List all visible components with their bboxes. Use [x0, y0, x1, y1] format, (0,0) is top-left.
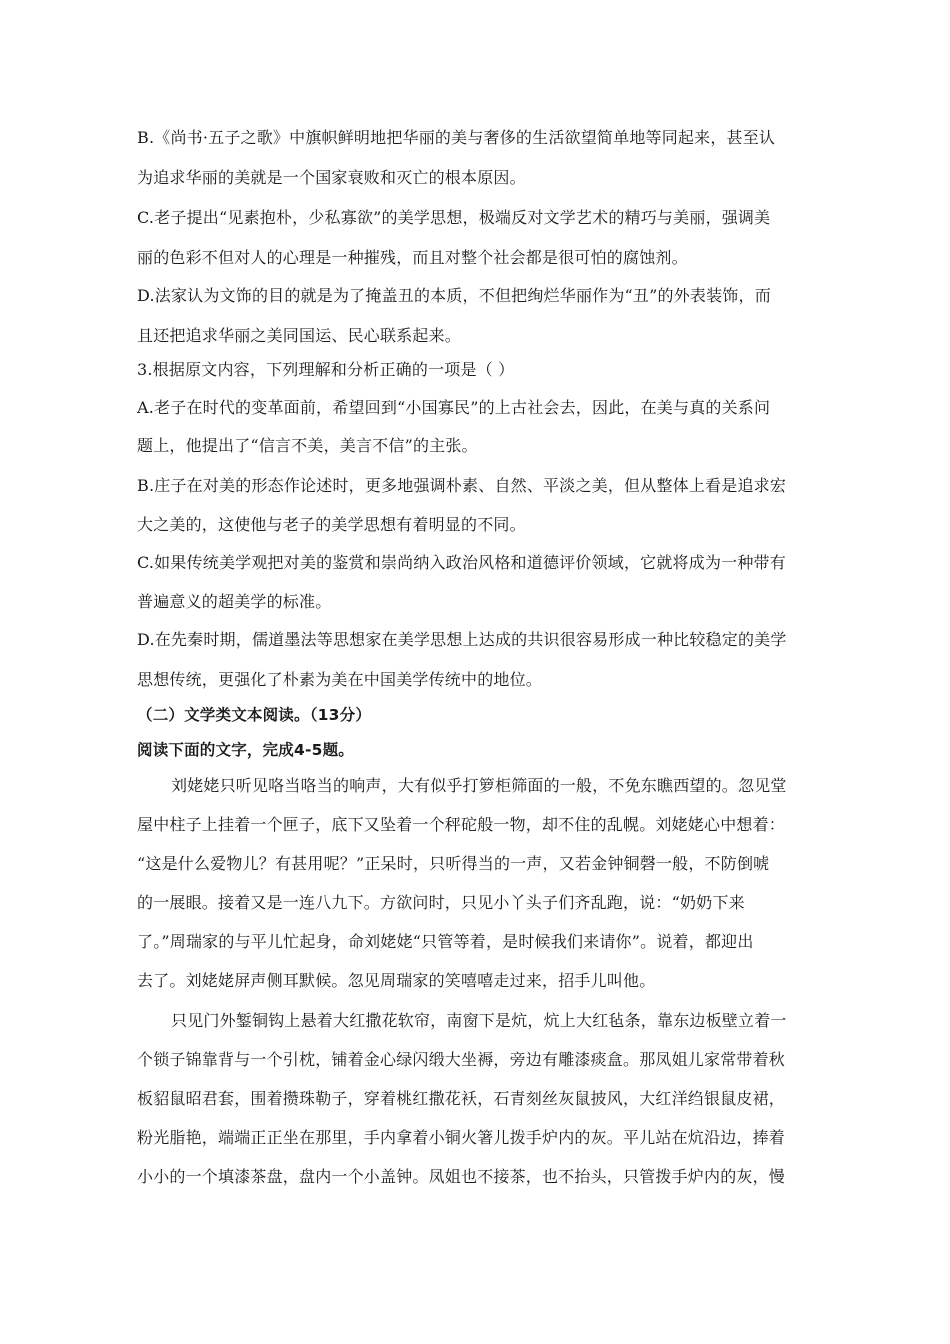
text-line: D.法家认为文饰的目的就是为了掩盖丑的本质，不但把绚烂华丽作为“丑”的外表装饰，而: [137, 286, 771, 305]
paragraph-line: 屋中柱子上挂着一个匣子，底下又坠着一个秤砣般一物，却不住的乱幌。刘姥姥心中想着：: [137, 815, 786, 834]
text-line: C.老子提出“见素抱朴，少私寡欲”的美学思想，极端反对文学艺术的精巧与美丽，强调美: [137, 208, 771, 227]
text-line: 为追求华丽的美就是一个国家衰败和灭亡的根本原因。: [137, 168, 526, 187]
text-line: B.《尚书·五子之歌》中旗帜鲜明地把华丽的美与奢侈的生活欲望简单地等同起来，甚至认: [137, 128, 776, 147]
instruction-heading: 阅读下面的文字，完成4-5题。: [137, 741, 355, 759]
text-line: 思想传统，更强化了朴素为美在中国美学传统中的地位。: [137, 670, 543, 689]
paragraph-line: 粉光脂艳，端端正正坐在那里，手内拿着小铜火箸儿拨手炉内的灰。平儿站在炕沿边，捧着: [137, 1128, 786, 1147]
section-heading: （二）文学类文本阅读。（13分）: [137, 706, 372, 724]
paragraph-line: 刘姥姥只听见咯当咯当的响声，大有似乎打箩柜筛面的一般，不免东瞧西望的。忽见堂: [171, 776, 787, 795]
paragraph-line: 小小的一个填漆茶盘，盘内一个小盖钟。凤姐也不接茶，也不抬头，只管拨手炉内的灰，慢: [137, 1167, 786, 1186]
text-line: 题上，他提出了“信言不美，美言不信”的主张。: [137, 436, 478, 455]
paragraph-line: 个锁子锦靠背与一个引枕，铺着金心绿闪缎大坐褥，旁边有雕漆痰盒。那凤姐儿家常带着秋: [137, 1050, 786, 1069]
text-line: 丽的色彩不但对人的心理是一种摧残，而且对整个社会都是很可怕的腐蚀剂。: [137, 248, 688, 267]
paragraph-line: 了。”周瑞家的与平儿忙起身，命刘姥姥“只管等着，是时候我们来请你”。说着，都迎出: [137, 932, 754, 951]
paragraph-line: “这是什么爱物儿？有甚用呢？”正呆时，只听得当的一声，又若金钟铜磬一般，不防倒唬: [137, 854, 770, 873]
paragraph-line: 只见门外錾铜钩上悬着大红撒花软帘，南窗下是炕，炕上大红毡条，靠东边板壁立着一: [171, 1011, 787, 1030]
paragraph-line: 去了。刘姥姥屏声侧耳默候。忽见周瑞家的笑嘻嘻走过来，招手儿叫他。: [137, 971, 656, 990]
paragraph-line: 板貂鼠昭君套，围着攒珠勒子，穿着桃红撒花袄，石青刻丝灰鼠披风，大红洋绉银鼠皮裙，: [137, 1089, 786, 1108]
text-line: 普遍意义的超美学的标准。: [137, 592, 332, 611]
text-line: 且还把追求华丽之美同国运、民心联系起来。: [137, 326, 462, 345]
text-line: C.如果传统美学观把对美的鉴赏和崇尚纳入政治风格和道德评价领域，它就将成为一种带有: [137, 553, 786, 572]
text-line: 大之美的，这使他与老子的美学思想有着明显的不同。: [137, 515, 526, 534]
text-line: A.老子在时代的变革面前，希望回到“小国寡民”的上古社会去，因此，在美与真的关系问: [137, 398, 771, 417]
text-line: B.庄子在对美的形态作论述时，更多地强调朴素、自然、平淡之美，但从整体上看是追求宏: [137, 476, 787, 495]
paragraph-line: 的一展眼。接着又是一连八九下。方欲问时，只见小丫头子们齐乱跑，说：“奶奶下来: [137, 893, 745, 912]
question-heading: 3.根据原文内容，下列理解和分析正确的一项是（ ）: [137, 360, 515, 379]
text-line: D.在先秦时期，儒道墨法等思想家在美学思想上达成的共识很容易形成一种比较稳定的美学: [137, 630, 787, 649]
